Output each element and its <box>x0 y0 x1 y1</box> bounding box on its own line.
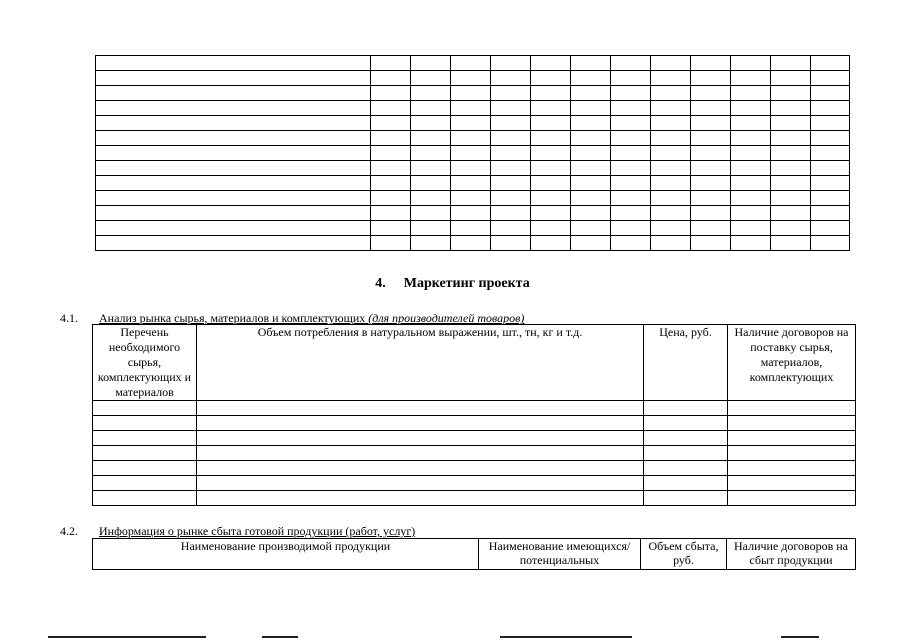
table-row <box>93 491 856 506</box>
table-cell <box>371 86 411 101</box>
table-row <box>96 86 850 101</box>
table-cell <box>197 416 644 431</box>
table-cell <box>611 191 651 206</box>
table-cell <box>691 191 731 206</box>
table-cell <box>411 176 451 191</box>
table-cell <box>811 236 850 251</box>
table-cell <box>371 236 411 251</box>
table-row <box>96 131 850 146</box>
table-cell <box>197 491 644 506</box>
table-cell <box>651 206 691 221</box>
table-cell <box>691 86 731 101</box>
table-cell <box>611 206 651 221</box>
table-cell <box>731 161 771 176</box>
table-cell <box>96 236 371 251</box>
table-cell <box>728 401 856 416</box>
scan-edge-line <box>262 636 298 638</box>
table-cell <box>96 131 371 146</box>
table-cell <box>571 56 611 71</box>
table-row <box>96 116 850 131</box>
table-cell <box>611 71 651 86</box>
table-cell <box>571 176 611 191</box>
subsection-number: 4.2. <box>60 524 78 538</box>
scan-edge-line <box>500 636 632 638</box>
table-cell <box>411 236 451 251</box>
table-cell <box>771 146 811 161</box>
top-grid-body <box>96 56 850 251</box>
table-row <box>96 206 850 221</box>
table-cell <box>96 86 371 101</box>
table-cell <box>411 131 451 146</box>
table-cell <box>811 176 850 191</box>
table-cell <box>644 491 728 506</box>
table-cell <box>531 146 571 161</box>
table-cell <box>651 86 691 101</box>
table-cell <box>811 221 850 236</box>
table-cell <box>96 206 371 221</box>
table-cell <box>611 176 651 191</box>
table-cell <box>811 56 850 71</box>
table-cell <box>691 161 731 176</box>
table-cell <box>728 476 856 491</box>
table-cell <box>691 71 731 86</box>
table-cell <box>644 401 728 416</box>
table-cell <box>451 191 491 206</box>
table-cell <box>93 446 197 461</box>
subsection-number: 4.1. <box>60 311 78 325</box>
table-cell <box>644 476 728 491</box>
table-cell <box>491 86 531 101</box>
table-cell <box>93 431 197 446</box>
table-row <box>96 176 850 191</box>
table-cell <box>491 161 531 176</box>
table-cell <box>771 161 811 176</box>
table-cell <box>451 71 491 86</box>
table-cell <box>731 56 771 71</box>
table-cell <box>531 56 571 71</box>
table-cell <box>451 56 491 71</box>
table-cell <box>651 116 691 131</box>
table-cell <box>811 191 850 206</box>
table-cell <box>728 491 856 506</box>
table-cell <box>197 446 644 461</box>
table-cell <box>611 86 651 101</box>
table-row <box>93 401 856 416</box>
table-row <box>96 221 850 236</box>
table-cell <box>731 191 771 206</box>
table-cell <box>411 86 451 101</box>
header-sales-volume: Объем сбыта, руб. <box>641 539 727 570</box>
table-cell <box>771 206 811 221</box>
table-cell <box>491 176 531 191</box>
table-cell <box>571 86 611 101</box>
table-cell <box>728 431 856 446</box>
table-cell <box>491 191 531 206</box>
table-cell <box>571 206 611 221</box>
table-row <box>96 71 850 86</box>
subsection-4-2-heading <box>0 524 905 538</box>
table-cell <box>371 206 411 221</box>
table-cell <box>691 146 731 161</box>
table-cell <box>451 86 491 101</box>
table-cell <box>651 101 691 116</box>
header-supply-contracts: Наличие договоров на поставку сырья, материалов, комплектующих <box>728 325 856 401</box>
subsection-note: (для производителей товаров) <box>368 311 525 325</box>
table-cell <box>96 56 371 71</box>
table-cell <box>93 491 197 506</box>
table-cell <box>728 416 856 431</box>
table-cell <box>811 146 850 161</box>
table-cell <box>93 476 197 491</box>
table-row <box>93 446 856 461</box>
table-cell <box>411 221 451 236</box>
scan-edge-line <box>48 636 206 638</box>
table-row <box>93 476 856 491</box>
table-cell <box>571 236 611 251</box>
table-cell <box>771 236 811 251</box>
table-cell <box>491 71 531 86</box>
table-cell <box>411 191 451 206</box>
table-row <box>93 431 856 446</box>
raw-materials-table-body <box>93 325 856 506</box>
table-cell <box>531 71 571 86</box>
table-cell <box>644 431 728 446</box>
table-cell <box>651 191 691 206</box>
table-row <box>96 101 850 116</box>
section-number: 4. <box>375 276 386 291</box>
section-title-text: Маркетинг проекта <box>403 276 530 291</box>
table-cell <box>96 71 371 86</box>
table-cell <box>491 146 531 161</box>
table-row <box>96 236 850 251</box>
table-cell <box>451 161 491 176</box>
table-cell <box>411 116 451 131</box>
table-cell <box>531 131 571 146</box>
table-cell <box>93 416 197 431</box>
table-cell <box>811 101 850 116</box>
table-row <box>96 161 850 176</box>
table-cell <box>651 221 691 236</box>
table-cell <box>811 86 850 101</box>
table-cell <box>451 131 491 146</box>
table-cell <box>651 71 691 86</box>
table-cell <box>731 86 771 101</box>
table-cell <box>651 131 691 146</box>
table-cell <box>771 131 811 146</box>
table-cell <box>411 161 451 176</box>
table-cell <box>451 146 491 161</box>
table-cell <box>491 206 531 221</box>
table-cell <box>811 116 850 131</box>
table-cell <box>491 236 531 251</box>
table-cell <box>371 56 411 71</box>
table-cell <box>96 116 371 131</box>
table-cell <box>731 101 771 116</box>
table-cell <box>96 146 371 161</box>
table-cell <box>611 161 651 176</box>
table-cell <box>491 56 531 71</box>
table-cell <box>691 206 731 221</box>
table-cell <box>571 191 611 206</box>
table-cell <box>371 71 411 86</box>
table-cell <box>771 56 811 71</box>
table-cell <box>531 206 571 221</box>
table-cell <box>371 131 411 146</box>
table-cell <box>96 101 371 116</box>
table-cell <box>611 116 651 131</box>
table-cell <box>571 101 611 116</box>
table-cell <box>96 221 371 236</box>
table-cell <box>731 146 771 161</box>
table-cell <box>731 206 771 221</box>
table-row <box>96 146 850 161</box>
subsection-4-1-heading <box>0 311 905 325</box>
table-cell <box>771 176 811 191</box>
table-cell <box>93 401 197 416</box>
table-cell <box>531 191 571 206</box>
table-cell <box>571 71 611 86</box>
table-cell <box>611 236 651 251</box>
raw-materials-table <box>92 324 856 506</box>
table-cell <box>691 176 731 191</box>
table-cell <box>771 71 811 86</box>
table-cell <box>771 86 811 101</box>
header-sales-contracts: Наличие договоров на сбыт продукции <box>727 539 856 570</box>
table-cell <box>371 191 411 206</box>
table-cell <box>691 56 731 71</box>
table-cell <box>644 416 728 431</box>
table-cell <box>371 176 411 191</box>
table-cell <box>411 146 451 161</box>
scan-edge-line <box>781 636 819 638</box>
table-cell <box>644 461 728 476</box>
header-existing-potential: Наименование имеющихся/потенциальных <box>479 539 641 570</box>
table-cell <box>371 101 411 116</box>
table-cell <box>731 116 771 131</box>
table-cell <box>651 56 691 71</box>
table-cell <box>531 101 571 116</box>
table-cell <box>644 446 728 461</box>
table-cell <box>531 236 571 251</box>
table-cell <box>491 131 531 146</box>
subsection-title-text: Анализ рынка сырья, материалов и комплектующих <box>99 311 366 325</box>
table-cell <box>451 236 491 251</box>
table-header-row <box>93 325 856 401</box>
table-cell <box>93 461 197 476</box>
table-header-row <box>93 539 856 570</box>
table-cell <box>728 461 856 476</box>
top-empty-table <box>95 55 850 251</box>
table-cell <box>811 161 850 176</box>
table-cell <box>731 221 771 236</box>
table-cell <box>571 131 611 146</box>
table-cell <box>531 176 571 191</box>
table-cell <box>531 221 571 236</box>
table-cell <box>371 221 411 236</box>
table-cell <box>731 236 771 251</box>
table-cell <box>611 131 651 146</box>
header-price: Цена, руб. <box>644 325 728 401</box>
table-cell <box>197 461 644 476</box>
table-cell <box>571 161 611 176</box>
table-cell <box>691 116 731 131</box>
table-cell <box>531 161 571 176</box>
table-cell <box>96 176 371 191</box>
table-cell <box>531 86 571 101</box>
table-cell <box>411 206 451 221</box>
table-cell <box>651 236 691 251</box>
subsection-title: Информация о рынке сбыта готовой продукции (работ, услуг) <box>99 524 416 538</box>
table-cell <box>96 161 371 176</box>
table-row <box>96 191 850 206</box>
table-cell <box>651 176 691 191</box>
table-cell <box>571 116 611 131</box>
table-cell <box>491 116 531 131</box>
table-cell <box>811 206 850 221</box>
table-cell <box>771 101 811 116</box>
table-cell <box>611 101 651 116</box>
table-cell <box>571 146 611 161</box>
table-cell <box>571 221 611 236</box>
table-cell <box>691 236 731 251</box>
table-cell <box>491 101 531 116</box>
table-cell <box>371 146 411 161</box>
table-row <box>93 416 856 431</box>
table-cell <box>411 71 451 86</box>
table-cell <box>691 101 731 116</box>
table-cell <box>691 221 731 236</box>
header-materials-list: Перечень необходимого сырья, комплектующих и материалов <box>93 325 197 401</box>
table-cell <box>451 116 491 131</box>
table-row <box>96 56 850 71</box>
table-cell <box>728 446 856 461</box>
table-cell <box>531 116 571 131</box>
table-cell <box>731 176 771 191</box>
table-cell <box>371 116 411 131</box>
table-cell <box>611 146 651 161</box>
table-cell <box>771 191 811 206</box>
table-cell <box>451 206 491 221</box>
table-cell <box>771 116 811 131</box>
table-cell <box>411 56 451 71</box>
table-cell <box>731 71 771 86</box>
table-cell <box>197 401 644 416</box>
section-title <box>0 276 905 292</box>
table-cell <box>651 146 691 161</box>
table-cell <box>96 191 371 206</box>
table-cell <box>197 431 644 446</box>
table-cell <box>611 56 651 71</box>
table-cell <box>491 221 531 236</box>
header-product-name: Наименование производимой продукции <box>93 539 479 570</box>
table-cell <box>771 221 811 236</box>
table-cell <box>411 101 451 116</box>
table-cell <box>811 71 850 86</box>
table-row <box>93 461 856 476</box>
table-cell <box>451 176 491 191</box>
sales-market-table <box>92 538 856 570</box>
table-cell <box>731 131 771 146</box>
table-cell <box>811 131 850 146</box>
header-consumption-volume: Объем потребления в натуральном выражении, шт., тн, кг и т.д. <box>197 325 644 401</box>
table-cell <box>451 101 491 116</box>
table-cell <box>691 131 731 146</box>
table-cell <box>611 221 651 236</box>
table-cell <box>371 161 411 176</box>
table-cell <box>651 161 691 176</box>
table-cell <box>197 476 644 491</box>
table-cell <box>451 221 491 236</box>
